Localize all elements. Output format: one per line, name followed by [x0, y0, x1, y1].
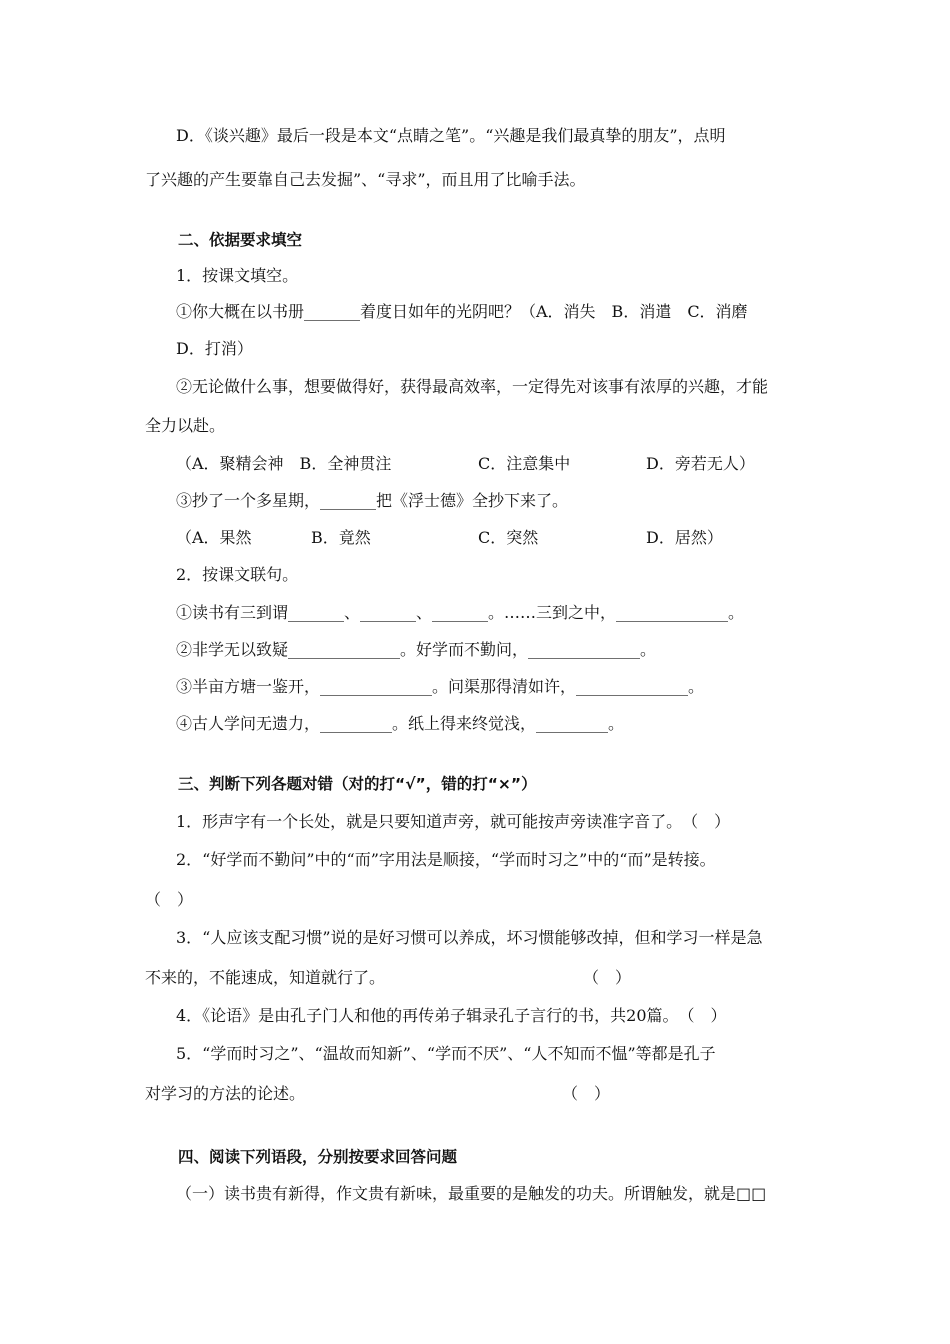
tf-item-5-answer: （ ） — [562, 1084, 611, 1103]
q1-title: 1．按课文填空。 — [176, 266, 299, 285]
q2-item-3: ③半亩方塘一鉴开，______________。问渠那得清如许，______________。 — [176, 677, 705, 696]
section-4-heading: 四、阅读下列语段，分别按要求回答问题 — [178, 1148, 458, 1166]
q2-item-2: ②非学无以致疑______________。好学而不勤问，______________。 — [176, 640, 657, 659]
q1-item-1-cont: D．打消） — [176, 339, 253, 358]
q1-item-3-options — [176, 528, 776, 548]
q1-item-2-cont: 全力以赴。 — [145, 416, 226, 435]
option-d: D．旁若无人） — [646, 454, 755, 473]
option-c: C．突然 — [478, 528, 539, 547]
q2-item-4: ④古人学问无遗力，_________。纸上得来终觉浅，_________。 — [176, 714, 625, 733]
q1-item-2: ②无论做什么事，想要做得好，获得最高效率，一定得先对该事有浓厚的兴趣，才能 — [176, 377, 769, 396]
q1-item-1: ①你大概在以书册_______着度日如年的光阴吧？（A．消失 B．消遣 C．消磨 — [176, 302, 748, 321]
option-d-line-2: 了兴趣的产生要靠自己去发掘”、“寻求”，而且用了比喻手法。 — [145, 170, 586, 189]
tf-item-5-cont: 对学习的方法的论述。 — [145, 1084, 306, 1103]
tf-item-4: 4．《论语》是由孔子门人和他的再传弟子辑录孔子言行的书，共20篇。 （ ） — [176, 1006, 727, 1025]
reading-passage-start: （一）读书贵有新得，作文贵有新味，最重要的是触发的功夫。所谓触发，就是□□ — [176, 1184, 767, 1203]
option-d: D．居然） — [646, 528, 723, 547]
tf-item-3-answer: （ ） — [583, 968, 632, 987]
tf-item-2-answer: （ ） — [145, 890, 194, 909]
section-2-heading: 二、依据要求填空 — [178, 231, 303, 249]
tf-item-2: 2．“好学而不勤问”中的“而”字用法是顺接，“学而时习之”中的“而”是转接。 — [176, 850, 716, 869]
section-3-heading: 三、判断下列各题对错（对的打“√”，错的打“×”） — [178, 775, 537, 793]
option-d-line-1: D．《谈兴趣》最后一段是本文“点睛之笔”。“兴趣是我们最真挚的朋友”，点明 — [176, 126, 726, 145]
q2-item-1: ①读书有三到谓_______、_______、_______。……三到之中，______________。 — [176, 603, 745, 622]
tf-item-5: 5．“学而时习之”、“温故而知新”、“学而不厌”、“人不知而不愠”等都是孔子 — [176, 1044, 716, 1063]
q1-item-2-options — [176, 454, 776, 474]
q1-item-3: ③抄了一个多星期，_______把《浮士德》全抄下来了。 — [176, 491, 569, 510]
tf-item-3-cont: 不来的，不能速成，知道就行了。 — [145, 968, 386, 987]
option-c: C．注意集中 — [478, 454, 571, 473]
tf-item-1: 1．形声字有一个长处，就是只要知道声旁，就可能按声旁读准字音了。 （ ） — [176, 812, 731, 831]
q2-title: 2．按课文联句。 — [176, 565, 299, 584]
option-a: （A．果然 — [176, 528, 252, 547]
option-b: B．竟然 — [311, 528, 371, 547]
tf-item-3: 3．“人应该支配习惯”说的是好习惯可以养成，坏习惯能够改掉，但和学习一样是急 — [176, 928, 763, 947]
options-ab: （A．聚精会神 B．全神贯注 — [176, 454, 392, 473]
